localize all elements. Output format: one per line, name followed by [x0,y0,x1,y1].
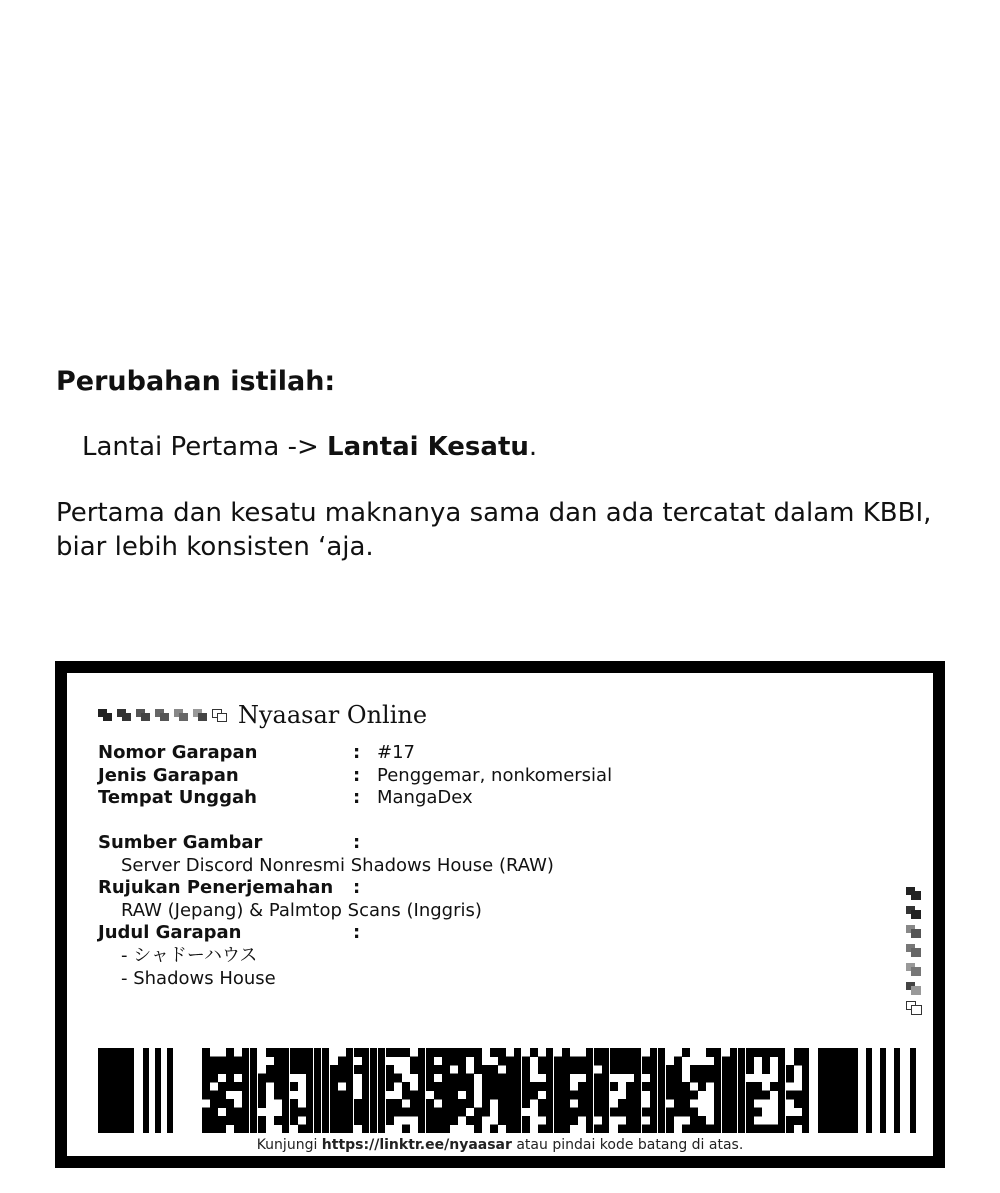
new-term: Lantai Kesatu [327,432,529,462]
reference-value: RAW (Jepang) & Palmtop Scans (Inggris) [121,899,482,921]
barcode [98,1048,926,1133]
field-value: Penggemar, nonkomersial [377,764,613,786]
field-value: MangaDex [377,787,473,809]
titles-colon: : [353,922,361,944]
scan-caption [67,1137,933,1153]
stepped-blocks-icon [98,705,230,725]
scan-caption-prefix: Kunjungi [256,1137,322,1153]
reference-row [98,877,554,900]
source-value: Server Discord Nonresmi Shadows House (RAW) [121,854,554,876]
source-row [98,832,554,855]
titles-label: Judul Garapan [98,922,242,944]
titles-row [98,922,554,945]
note-title: Perubahan istilah: [56,366,336,397]
field-label: Jenis Garapan [98,764,239,786]
credits-card [55,661,945,1168]
brand-header [98,695,427,735]
source-colon: : [353,832,361,853]
title-japanese: - シャドーハウス [121,944,258,966]
term-change-end: . [528,432,538,462]
field-value: #17 [377,742,415,763]
stepped-blocks-vertical-icon [904,886,926,1020]
field-colon: : [353,742,361,763]
note-paragraph: Pertama dan kesatu maknanya sama dan ada tercatat dalam KBBI, biar lebih konsisten ‘aja. [56,498,932,562]
field-label: Tempat Unggah [98,787,257,809]
reference-label: Rujukan Penerjemahan [98,877,334,899]
old-term: Lantai Pertama -> [82,432,328,462]
source-label: Sumber Gambar [98,832,263,853]
field-label: Nomor Garapan [98,742,258,763]
linktree-link[interactable]: https://linktr.ee/nyaasar [321,1137,512,1153]
source-fields [98,832,554,990]
title-english: - Shadows House [121,967,276,989]
reference-colon: : [353,877,361,899]
brand-name: Nyaasar Online [238,701,428,729]
term-change [82,432,537,462]
barcode-pattern [202,1048,809,1133]
field-colon: : [353,764,361,786]
field-colon: : [353,787,361,809]
scan-caption-suffix: atau pindai kode batang di atas. [511,1137,744,1153]
